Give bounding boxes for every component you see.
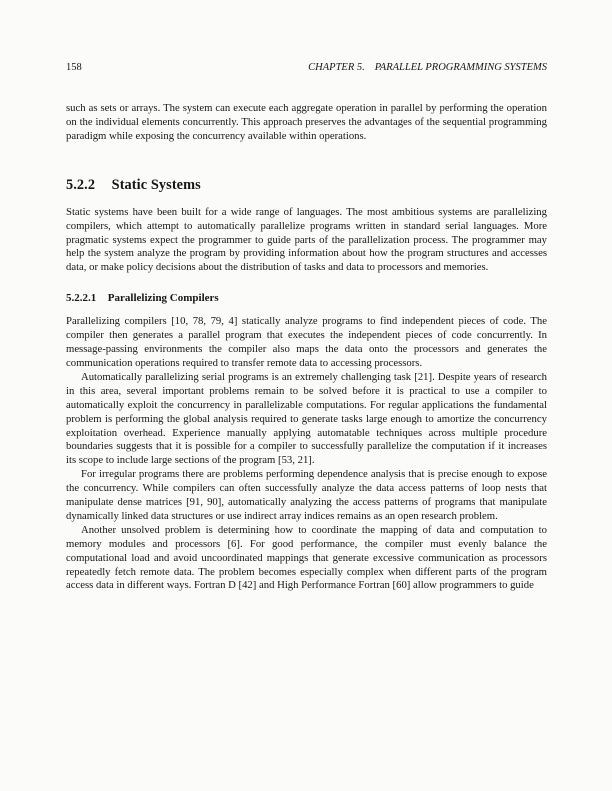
running-head	[308, 62, 547, 73]
running-head-chapter: CHAPTER 5.	[308, 62, 365, 73]
subsection-heading	[66, 292, 547, 304]
section-number: 5.2.2	[66, 176, 96, 193]
paragraph-challenging-task: Automatically parallelizing serial programs is an extremely challenging task [21]. Despite years of research in this area, several important problems remain to be solved before it is practical to use a compiler to automatically exploit the concurrency in parallelizable computations. For regular applications the fundamental problem is performing the global analysis required to generate tasks large enough to amortize the concurrency exploitation overhead. Experience manually applying automatable techniques across multiple procedure boundaries suggests that it is possible for a compiler to successfully parallelize the computation if it increases its scope to include large sections of the program [53, 21].	[66, 370, 547, 467]
running-header	[66, 62, 547, 73]
paragraph-parallelizing-compilers: Parallelizing compilers [10, 78, 79, 4] statically analyze programs to find independent pieces of code. The compiler then generates a parallel program that executes the independent pieces of code concurrently. In message-passing environments the compiler also maps the data onto the processors and generates the communication operations required to transfer remote data to accessing processors.	[66, 315, 547, 369]
continuation-paragraph: such as sets or arrays. The system can execute each aggregate operation in parallel by performing the operation on the individual elements concurrently. This approach preserves the advantages of the sequential programming paradigm while exposing the concurrency available within operations.	[66, 102, 547, 142]
paragraph-mapping-problem: Another unsolved problem is determining how to coordinate the mapping of data and computation to memory modules and processors [6]. For good performance, the compiler must evenly balance the computational load and avoid uncoordinated mappings that generate excessive communication as processors repeatedly fetch remote data. The problem becomes especially complex when different parts of the program access data in different ways. Fortran D [42] and High Performance Fortran [60] allow programmers to guide	[66, 523, 547, 592]
text-block	[66, 62, 547, 593]
section-heading	[66, 177, 547, 194]
subsection-number: 5.2.2.1	[66, 292, 97, 305]
page-number: 158	[66, 62, 82, 73]
subsection-title: Parallelizing Compilers	[107, 292, 219, 305]
running-head-title: PARALLEL PROGRAMMING SYSTEMS	[374, 62, 547, 73]
section-intro-paragraph: Static systems have been built for a wide range of languages. The most ambitious systems are parallelizing compilers, which attempt to automatically parallelize programs written in standard serial languages. More pragmatic systems expect the programmer to guide parts of the parallelization process. The programmer may help the system analyze the program by providing information about how the program structures and accesses data, or make policy decisions about the distribution of tasks and data to processors and memories.	[66, 205, 547, 274]
section-title: Static Systems	[111, 176, 201, 193]
paragraph-irregular-programs: For irregular programs there are problems performing dependence analysis that is precise enough to expose the concurrency. While compilers can often successfully analyze the data access patterns of loop nests that manipulate dense matrices [91, 90], automatically analyzing the access patterns of programs that manipulate dynamically linked data structures or use indirect array indices remains as an open research problem.	[66, 468, 547, 522]
